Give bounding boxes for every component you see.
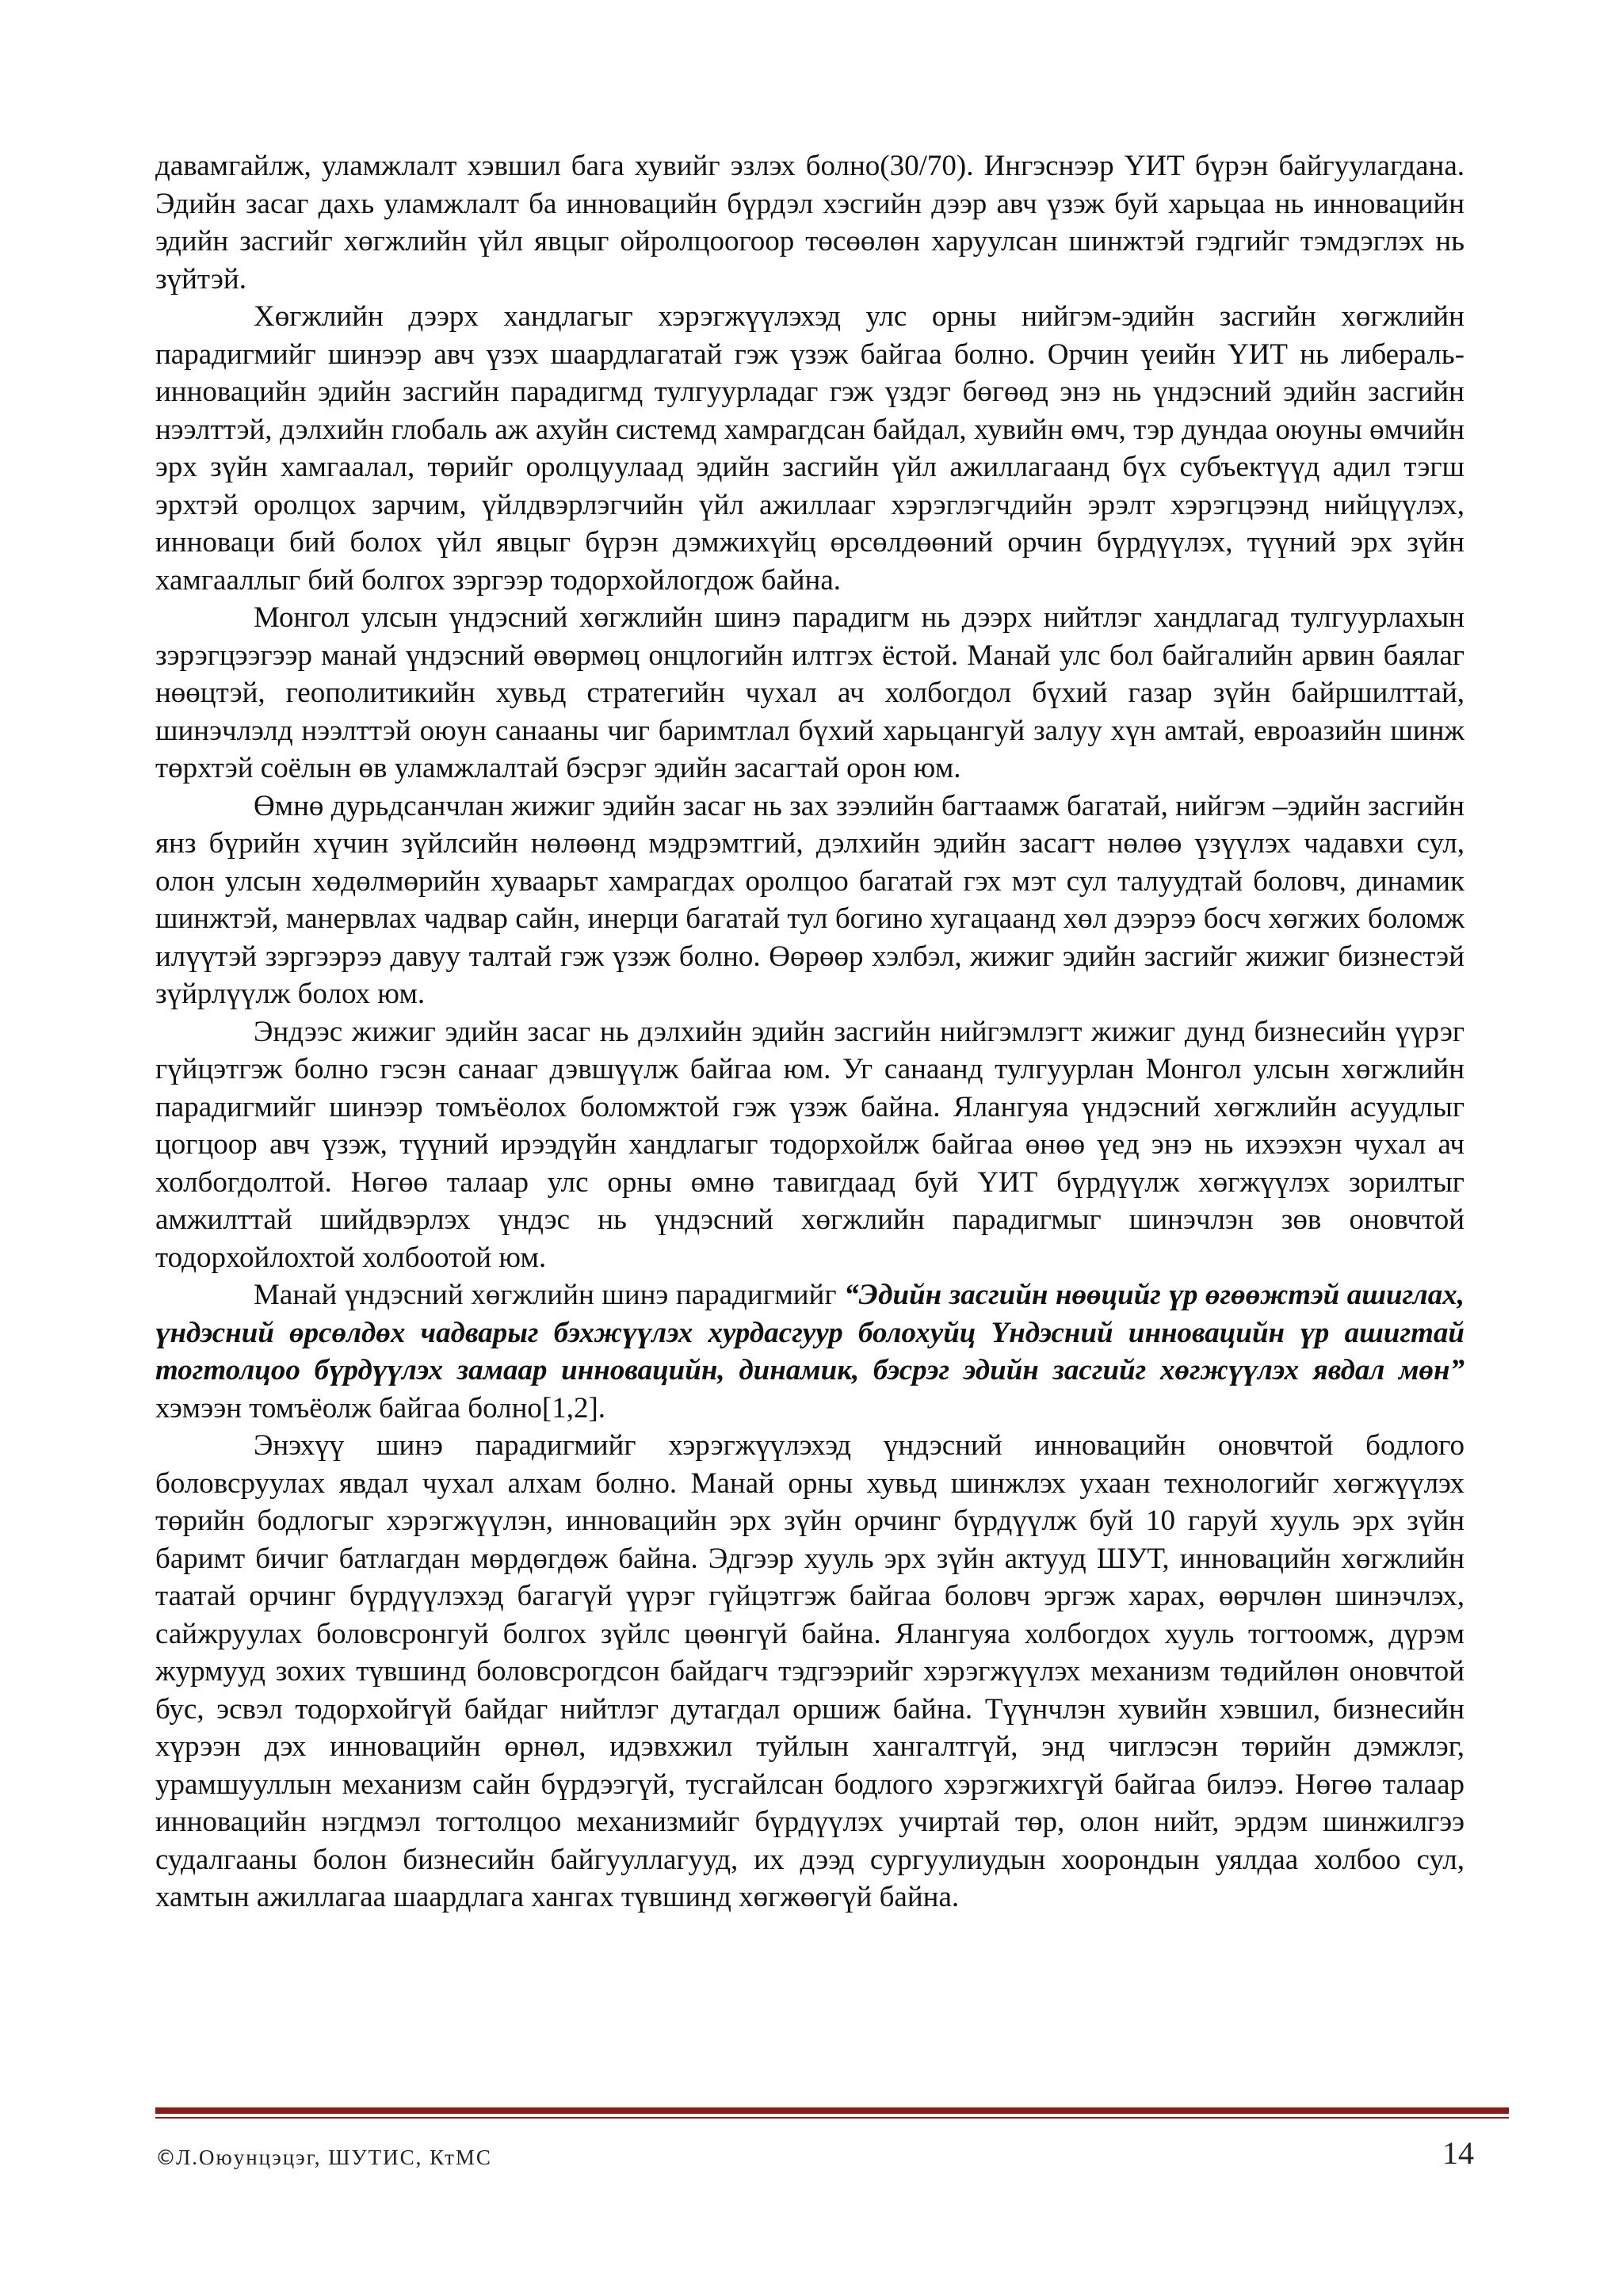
- paragraph-6-emphasis: “Эдийн засгийн нөөцийг үр өгөөжтэй ашиглах, үндэсний өрсөлдөх чадварыг бэхжүүлэх хурдасгуур болохуйц Үндэсний инновацийн үр ашигтай тогтолцоо бүрдүүлэх замаар инновацийн, динамик, бэсрэг эдийн засгийг хөгжүүлэх явдал мөн”: [155, 1279, 1465, 1386]
- footer-author-text: Л.Оюунцэцэг, ШУТИС, КтМС: [176, 2145, 492, 2169]
- paragraph-3: Монгол улсын үндэсний хөгжлийн шинэ парадигм нь дээрх нийтлэг хандлагад тулгуурлахын зэрэгцээгээр манай үндэсний өвөрмөц онцлогийн илтгэх ёстой. Манай улс бол байгалийн арвин баялаг нөөцтэй, геополитикийн хувьд стратегийн чухал ач холбогдол бүхий газар зүйн байршилттай, шинэчлэлд нээлттэй оюун санааны чиг баримтлал бүхий харьцангуй залуу хүн амтай, евроазийн шинж төрхтэй соёлын өв уламжлалтай бэсрэг эдийн засагтай орон юм.: [155, 601, 1465, 784]
- footer-rule-thick: [155, 2107, 1509, 2114]
- page-number: 14: [1442, 2135, 1474, 2171]
- footer-rule-thin: [155, 2117, 1509, 2119]
- paragraph-6-lead: Манай үндэсний хөгжлийн шинэ парадигмийг: [254, 1279, 845, 1311]
- footer-author: [155, 2145, 492, 2170]
- copyright-icon: ©: [155, 2146, 176, 2170]
- paragraph-1: давамгайлж, уламжлалт хэвшил бага хувийг эзлэх болно(30/70). Ингэснээр ҮИТ бүрэн байгуулагдана. Эдийн засаг дахь уламжлалт ба инновацийн бүрдэл хэсгийн дээр авч үзэж буй харьцаа нь инновацийн эдийн засгийг хөгжлийн үйл явцыг ойролцоогоор төсөөлөн харуулсан шинжтэй гэдгийг тэмдэглэх нь зүйтэй.: [155, 150, 1465, 296]
- paragraph-7: Энэхүү шинэ парадигмийг хэрэгжүүлэхэд үндэсний инновацийн оновчтой бодлого боловсруулах явдал чухал алхам болно. Манай орны хувьд шинжлэх ухаан технологийг хөгжүүлэх төрийн бодлогыг хэрэгжүүлэн, инновацийн эрх зүйн орчинг бүрдүүлж буй 10 гаруй хууль эрх зүйн баримт бичиг батлагдан мөрдөгдөж байна. Эдгээр хууль эрх зүйн актууд ШУТ, инновацийн хөгжлийн таатай орчинг бүрдүүлэхэд багагүй үүрэг гүйцэтгэж байгаа боловч эргэж харах, өөрчлөн шинэчлэх, сайжруулах боловсронгуй болгох зүйлс цөөнгүй байна. Ялангуяа холбогдох хууль тогтоомж, дүрэм журмууд зохих түвшинд боловсрогдсон байдагч тэдгээрийг хэрэгжүүлэх механизм төдийлөн оновчтой бус, эсвэл тодорхойгүй байдаг нийтлэг дутагдал оршиж байна. Түүнчлэн хувийн хэвшил, бизнесийн хүрээн дэх инновацийн өрнөл, идэвхжил туйлын хангалтгүй, энд чиглэсэн төрийн дэмжлэг, урамшууллын механизм сайн бүрдээгүй, тусгайлсан бодлого хэрэгжихгүй байгаа билээ. Нөгөө талаар инновацийн нэгдмэл тогтолцоо механизмийг бүрдүүлэх учиртай төр, олон нийт, эрдэм шинжилгээ судалгааны болон бизнесийн байгууллагууд, их дээд сургуулиудын хоорондын уялдаа холбоо сул, хамтын ажиллагаа шаардлага хангах түвшинд хөгжөөгүй байна.: [155, 1429, 1465, 1913]
- body-text: [155, 147, 1465, 1917]
- paragraph-6: [155, 1276, 1465, 1427]
- paragraph-4: Өмнө дурьдсанчлан жижиг эдийн засаг нь зах зээлийн багтаамж багатай, нийгэм –эдийн засгийн янз бүрийн хүчин зүйлсийн нөлөөнд мэдрэмтгий, дэлхийн эдийн засагт нөлөө үзүүлэх чадавхи сул, олон улсын хөдөлмөрийн хуваарьт хамрагдах оролцоо багатай гэх мэт сул талуудтай боловч, динамик шинжтэй, манервлах чадвар сайн, инерци багатай тул богино хугацаанд хөл дээрээ босч хөгжих боломж илүүтэй зэргээрээ давуу талтай гэж үзэж болно. Өөрөөр хэлбэл, жижиг эдийн засгийг жижиг бизнестэй зүйрлүүлж болох юм.: [155, 789, 1465, 1010]
- paragraph-6-tail: хэмээн томъёолж байгаа болно[1,2].: [155, 1391, 606, 1425]
- paragraph-5: Эндээс жижиг эдийн засаг нь дэлхийн эдийн засгийн нийгэмлэгт жижиг дунд бизнесийн үүрэг гүйцэтгэж болно гэсэн санааг дэвшүүлж байгаа юм. Уг санаанд тулгуурлан Монгол улсын хөгжлийн парадигмийг шинээр томъёолох боломжтой гэж үзэж байна. Ялангуяа үндэсний хөгжлийн асуудлыг цогцоор авч үзэж, түүний ирээдүйн хандлагыг тодорхойлж байгаа өнөө үед энэ нь ихээхэн чухал ач холбогдолтой. Нөгөө талаар улс орны өмнө тавигдаад буй ҮИТ бүрдүүлж хөгжүүлэх зорилтыг амжилттай шийдвэрлэх үндэс нь үндэсний хөгжлийн парадигмыг шинэчлэн зөв оновчтой тодорхойлохтой холбоотой юм.: [155, 1015, 1465, 1274]
- paragraph-2: Хөгжлийн дээрх хандлагыг хэрэгжүүлэхэд улс орны нийгэм-эдийн засгийн хөгжлийн парадигмийг шинээр авч үзэх шаардлагатай гэж үзэж байгаа болно. Орчин үеийн ҮИТ нь либераль-инновацийн эдийн засгийн парадигмд тулгуурладаг гэж үздэг бөгөөд энэ нь үндэсний эдийн засгийн нээлттэй, дэлхийн глобаль аж ахуйн системд хамрагдсан байдал, хувийн өмч, тэр дундаа оюуны өмчийн эрх зүйн хамгаалал, төрийг оролцуулаад эдийн засгийн үйл ажиллагаанд бүх субъектүүд адил тэгш эрхтэй оролцох зарчим, үйлдвэрлэгчийн үйл ажиллааг хэрэглэгчдийн эрэлт хэрэгцээнд нийцүүлэх, инноваци бий болох үйл явцыг бүрэн дэмжихүйц өрсөлдөөний орчин бүрдүүлэх, түүний эрх зүйн хамгааллыг бий болгох зэргээр тодорхойлогдож байна.: [155, 300, 1465, 597]
